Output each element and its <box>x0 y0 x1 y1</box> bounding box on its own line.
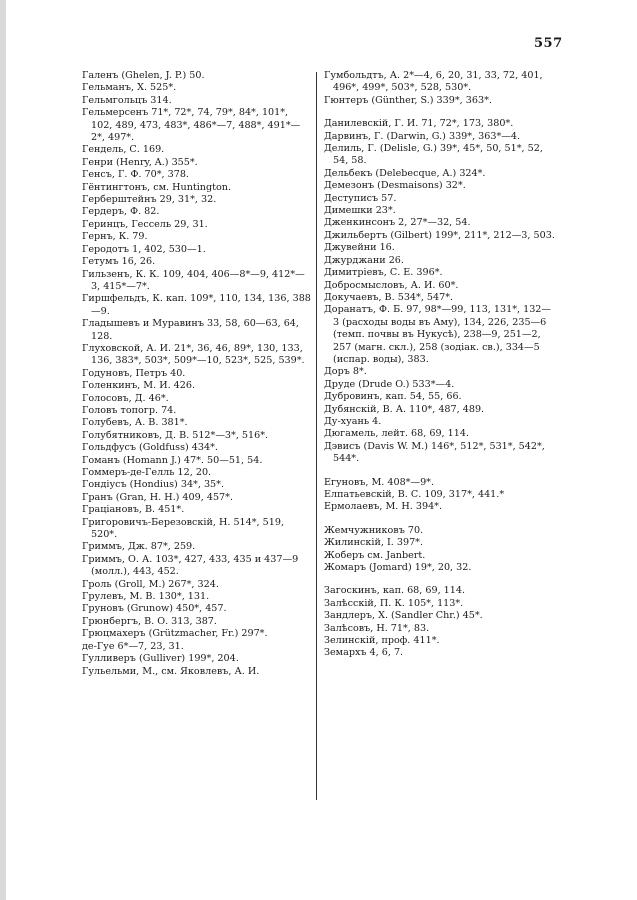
index-entry: Гоммеръ-де-Гелль 12, 20. <box>82 467 212 478</box>
index-entry: Деступисъ 57. <box>324 192 397 204</box>
index-entry: Генсъ, Г. Ф. 70*, 378. <box>82 169 189 181</box>
index-entry: Дубянскій, В. А. 110*, 487, 489. <box>324 403 485 415</box>
index-entry: Земархъ 4, 6, 7. <box>324 647 404 659</box>
index-entry: Генри (Henry, A.) 355*. <box>82 156 198 168</box>
index-entry: Елпатьевскій, В. С. 109, 317*, 441.* <box>324 489 505 500</box>
index-entry: Гендель, С. 169. <box>82 144 165 156</box>
index-entry: Джурджани 26. <box>324 254 404 266</box>
column-divider <box>316 72 317 800</box>
index-column-right <box>324 70 556 660</box>
index-entry: Гюнтеръ (Günther, S.) 339*, 363*. <box>324 94 492 106</box>
index-entry: Гернъ, К. 79. <box>82 231 148 243</box>
index-entry: Друде (Drude O.) 533*—4. <box>324 378 455 390</box>
index-entry: Галенъ (Ghelen, J. P.) 50. <box>82 70 205 81</box>
index-entry: Зелинскій, проф. 411*. <box>324 635 440 647</box>
index-column-left <box>82 70 312 678</box>
index-entry: Гельманъ, X. 525*. <box>82 82 177 94</box>
index-entry: Делиль, Г. (Delisle, G.) 39*, 45*, 50, 51*, 52, 54, 58. <box>324 143 543 167</box>
index-entry: Грюцмахеръ (Grützmacher, Fr.) 297*. <box>82 628 268 640</box>
index-entry: Егуновъ, М. 408*—9*. <box>324 476 435 488</box>
index-entry: Гумбольдтъ, А. 2*—4, 6, 20, 31, 33, 72, 401, 496*, 499*, 503*, 528, 530*. <box>324 70 543 94</box>
index-entry: Залѣсовъ, Н. 71*, 83. <box>324 622 430 634</box>
index-entry: Доръ 8*. <box>324 366 367 378</box>
index-entry: Гельмгольцъ 314. <box>82 94 172 106</box>
index-entry: Гердеръ, Ф. 82. <box>82 206 160 218</box>
index-entry: Жемчужниковъ 70. <box>324 524 424 536</box>
index-entry: Гондіусъ (Hondius) 34*, 35*. <box>82 479 224 491</box>
index-entry: Герберштейнъ 29, 31*, 32. <box>82 194 217 206</box>
index-entry: Данилевскій, Г. И. 71, 72*, 173, 380*. <box>324 118 514 130</box>
index-entry: Головъ топогр. 74. <box>82 404 177 416</box>
index-entry: Гёнтингтонъ, см. Huntington. <box>82 181 231 193</box>
index-entry: Груновъ (Grunow) 450*, 457. <box>82 603 227 615</box>
index-entry: Залѣсскій, П. К. 105*, 113*. <box>324 597 464 609</box>
page-edge-shadow <box>0 0 6 900</box>
index-entry: Дюгамель, лейт. 68, 69, 114. <box>324 428 470 440</box>
index-entry: Гулливеръ (Gulliver) 199*, 204. <box>82 653 239 665</box>
index-entry: Дэвисъ (Davis W. M.) 146*, 512*, 531*, 542*, 544*. <box>324 440 545 465</box>
index-entry: Дженкинсонъ 2, 27*—32, 54. <box>324 217 471 229</box>
index-entry: Гетумъ 16, 26. <box>82 256 156 268</box>
index-entry: Голубятниковъ, Д. В. 512*—3*, 516*. <box>82 429 269 441</box>
index-entry: Зандлеръ, X. (Sandler Chr.) 45*. <box>324 610 483 622</box>
index-entry: Глуховской, А. И. 21*, 36, 46, 89*, 130, 133, 136, 383*, 503*, 509*—10, 523*, 525, 539*. <box>82 342 305 367</box>
index-entry: Голенкинъ, М. И. 426. <box>82 380 196 392</box>
index-entry: Жоберъ см. Janbert. <box>324 549 426 561</box>
index-entry: Гильзенъ, К. К. 109, 404, 406—8*—9, 412*—3, 415*—7*. <box>82 268 305 292</box>
index-entry: Грюнбергъ, В. О. 313, 387. <box>82 615 217 627</box>
index-entry: Димешки 23*. <box>324 205 396 217</box>
index-entry: Докучаевъ, В. 534*, 547*. <box>324 291 454 303</box>
index-entry: Джувейни 16. <box>324 242 395 254</box>
index-entry: Голосовъ, Д. 46*. <box>82 392 169 404</box>
index-entry: Граціановъ, В. 451*. <box>82 504 185 516</box>
index-entry: Добросмысловъ, А. И. 60*. <box>324 279 459 291</box>
index-entry: Гиршфельдъ, К. кап. 109*, 110, 134, 136, 388—9. <box>82 293 311 317</box>
index-entry: Геринцъ, Гессель 29, 31. <box>82 218 208 230</box>
index-entry: Гранъ (Gran, H. H.) 409, 457*. <box>82 491 233 503</box>
index-entry: Григоровичъ-Березовскій, Н. 514*, 519, 520*. <box>82 516 285 541</box>
index-entry: де-Гуе 6*—7, 23, 31. <box>82 640 184 652</box>
index-entry: Демезонъ (Desmaisons) 32*. <box>324 180 466 192</box>
index-entry: Джильбертъ (Gilbert) 199*, 211*, 212—3, 503. <box>324 229 555 241</box>
index-entry: Дельбекъ (Delebecque, A.) 324*. <box>324 167 486 179</box>
index-entry: Дубровинъ, кап. 54, 55, 66. <box>324 391 462 403</box>
index-entry: Загоскинъ, кап. 68, 69, 114. <box>324 585 466 597</box>
index-entry: Дарвинъ, Г. (Darwin, G.) 339*, 363*—4. <box>324 130 521 142</box>
index-entry: Димитріевъ, С. Е. 396*. <box>324 267 443 279</box>
index-entry: Жомаръ (Jomard) 19*, 20, 32. <box>324 562 472 574</box>
index-entry: Жилинскій, І. 397*. <box>324 537 424 549</box>
index-entry: Доранатъ, Ф. Б. 97, 98*—99, 113, 131*, 132—3 (расходы воды въ Аму), 134, 226, 235—6 (темп. почвы въ Нукусѣ), 238—9, 251—2, 257 (магн. скл.), 258 (зодіак. св.), 334—5 (испар. воды), 383. <box>324 304 552 365</box>
index-entry: Гольдфусъ (Goldfuss) 434*. <box>82 442 218 454</box>
index-entry: Гоманъ (Homann J.) 47*. 50—51, 54. <box>82 454 263 466</box>
index-entry: Гриммъ, О. А. 103*, 427, 433, 435 и 437—9 (молл.), 443, 452. <box>82 553 299 578</box>
index-entry: Гладышевъ и Муравинъ 33, 58, 60—63, 64, 128. <box>82 318 299 342</box>
index-entry: Грулевъ, М. В. 130*, 131. <box>82 591 210 603</box>
index-entry: Гульельми, М., см. Яковлевъ, А. И. <box>82 665 260 677</box>
index-entry: Годуновъ, Петръ 40. <box>82 367 186 379</box>
index-entry: Гроль (Groll, M.) 267*, 324. <box>82 578 219 590</box>
index-entry: Гельмерсенъ 71*, 72*, 74, 79*, 84*, 101*, 102, 489, 473, 483*, 486*—7, 488*, 491*—2*, 497*. <box>82 107 301 144</box>
page-number: 557 <box>534 36 563 51</box>
index-entry: Геродотъ 1, 402, 530—1. <box>82 243 206 255</box>
index-entry: Ду-хуань 4. <box>324 415 382 427</box>
index-entry: Голубевъ, А. В. 381*. <box>82 417 188 429</box>
index-entry: Гриммъ, Дж. 87*, 259. <box>82 541 196 553</box>
index-entry: Ермолаевъ, М. Н. 394*. <box>324 501 443 513</box>
